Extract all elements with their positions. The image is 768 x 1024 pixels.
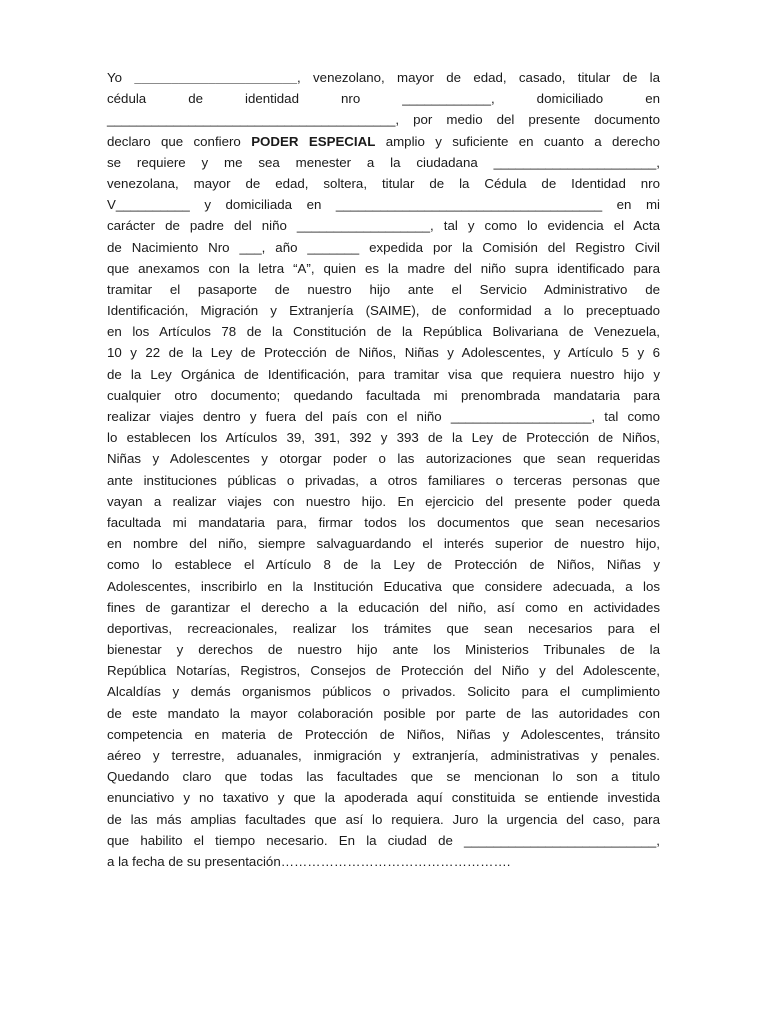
text-line-30: Alcaldías y demás organismos públicos o privados. Solicito para el cumplimiento <box>107 684 660 700</box>
text-declaro: declaro que confiero <box>107 133 252 149</box>
text-line-1 <box>107 67 660 88</box>
text-line-34: Quedando claro que todas las facultades que se mencionan lo son a titulo <box>107 769 660 785</box>
text-line-38: a la fecha de su presentación……………………………………………. <box>107 853 511 869</box>
text-line-1-rest: , venezolano, mayor de edad, casado, titular de la <box>297 70 660 85</box>
poder-especial-bold: PODER ESPECIAL <box>251 133 376 149</box>
text-line-2: cédula de identidad nro ____________, domiciliado en <box>107 91 660 107</box>
text-line-17: realizar viajes dentro y fuera del país con el niño ___________________, tal como <box>107 409 660 424</box>
text-line-6: venezolana, mayor de edad, soltera, titular de la Cédula de Identidad nro <box>107 175 660 191</box>
text-line-8: carácter de padre del niño __________________, tal y como lo evidencia el Acta <box>107 218 660 234</box>
text-line-13: en los Artículos 78 de la Constitución de la República Bolivariana de Venezuela, <box>107 324 660 340</box>
text-line-32: competencia en materia de Protección de Niños, Niñas y Adolescentes, tránsito <box>107 726 660 742</box>
poder-especial-text <box>107 67 660 872</box>
text-line-35: enunciativo y no taxativo y que la apoderada aquí constituida se entiende investida <box>107 790 660 806</box>
text-line-21: vayan a realizar viajes con nuestro hijo. En ejercicio del presente poder queda <box>107 493 660 509</box>
text-line-12: Identificación, Migración y Extranjería (SAIME), de conformidad a lo preceptuado <box>107 303 660 319</box>
text-line-7: V__________ y domiciliada en ____________________________________ en mi <box>107 197 660 213</box>
text-line-20: ante instituciones públicas o privadas, a otros familiares o terceras personas que <box>107 472 660 488</box>
text-line-19: Niñas y Adolescentes y otorgar poder o las autorizaciones que sean requeridas <box>107 451 660 467</box>
text-line-4 <box>107 131 660 152</box>
text-line-3: _______________________________________, por medio del presente documento <box>107 112 660 128</box>
text-line-36: de las más amplias facultades que así lo requiera. Juro la urgencia del caso, para <box>107 811 660 827</box>
text-line-24: como lo establece el Artículo 8 de la Ley de Protección de Niños, Niñas y <box>107 557 660 573</box>
text-line-37: que habilito el tiempo necesario. En la ciudad de __________________________, <box>107 832 660 848</box>
text-line-22: facultada mi mandataria para, firmar todos los documentos que sean necesarios <box>107 514 660 530</box>
text-line-15: de la Ley Orgánica de Identificación, para tramitar visa que requiera nuestro hijo y <box>107 366 660 382</box>
text-line-16: cualquier otro documento; quedando facultada mi prenombrada mandataria para <box>107 387 660 403</box>
text-line-27: deportivas, recreacionales, realizar los trámites que sean necesarios para el <box>107 620 660 636</box>
text-line-10: que anexamos con la letra “A”, quien es la madre del niño supra identificado para <box>107 260 660 276</box>
text-line-25: Adolescentes, inscribirlo en la Institución Educativa que considere adecuada, a los <box>107 578 660 594</box>
text-line-5: se requiere y me sea menester a la ciudadana ______________________, <box>107 154 660 170</box>
text-line-33: aéreo y terrestre, aduanales, inmigración y extranjería, administrativas y penales. <box>107 748 660 763</box>
text-yo: Yo <box>107 70 135 85</box>
text-line-9: de Nacimiento Nro ___, año _______ expedida por la Comisión del Registro Civil <box>107 239 660 255</box>
text-line-14: 10 y 22 de la Ley de Protección de Niños, Niñas y Adolescentes, y Artículo 5 y 6 <box>107 345 660 361</box>
text-line-4-rest: amplio y suficiente en cuanto a derecho <box>375 133 661 149</box>
blank-name-field: ______________________ <box>134 70 298 85</box>
text-line-28: bienestar y derechos de nuestro hijo ante los Ministerios Tribunales de la <box>107 642 660 658</box>
text-line-18: lo establecen los Artículos 39, 391, 392 y 393 de la Ley de Protección de Niños, <box>107 430 660 446</box>
text-line-26: fines de garantizar el derecho a la educación del niño, así como en actividades <box>107 599 660 615</box>
text-line-11: tramitar el pasaporte de nuestro hijo ante el Servicio Administrativo de <box>107 281 660 297</box>
text-line-23: en nombre del niño, siempre salvaguardando el interés superior de nuestro hijo, <box>107 536 660 552</box>
text-line-31: de este mandato la mayor colaboración posible por parte de las autoridades con <box>107 705 660 721</box>
text-line-29: República Notarías, Registros, Consejos de Protección del Niño y del Adolescente, <box>107 663 660 679</box>
